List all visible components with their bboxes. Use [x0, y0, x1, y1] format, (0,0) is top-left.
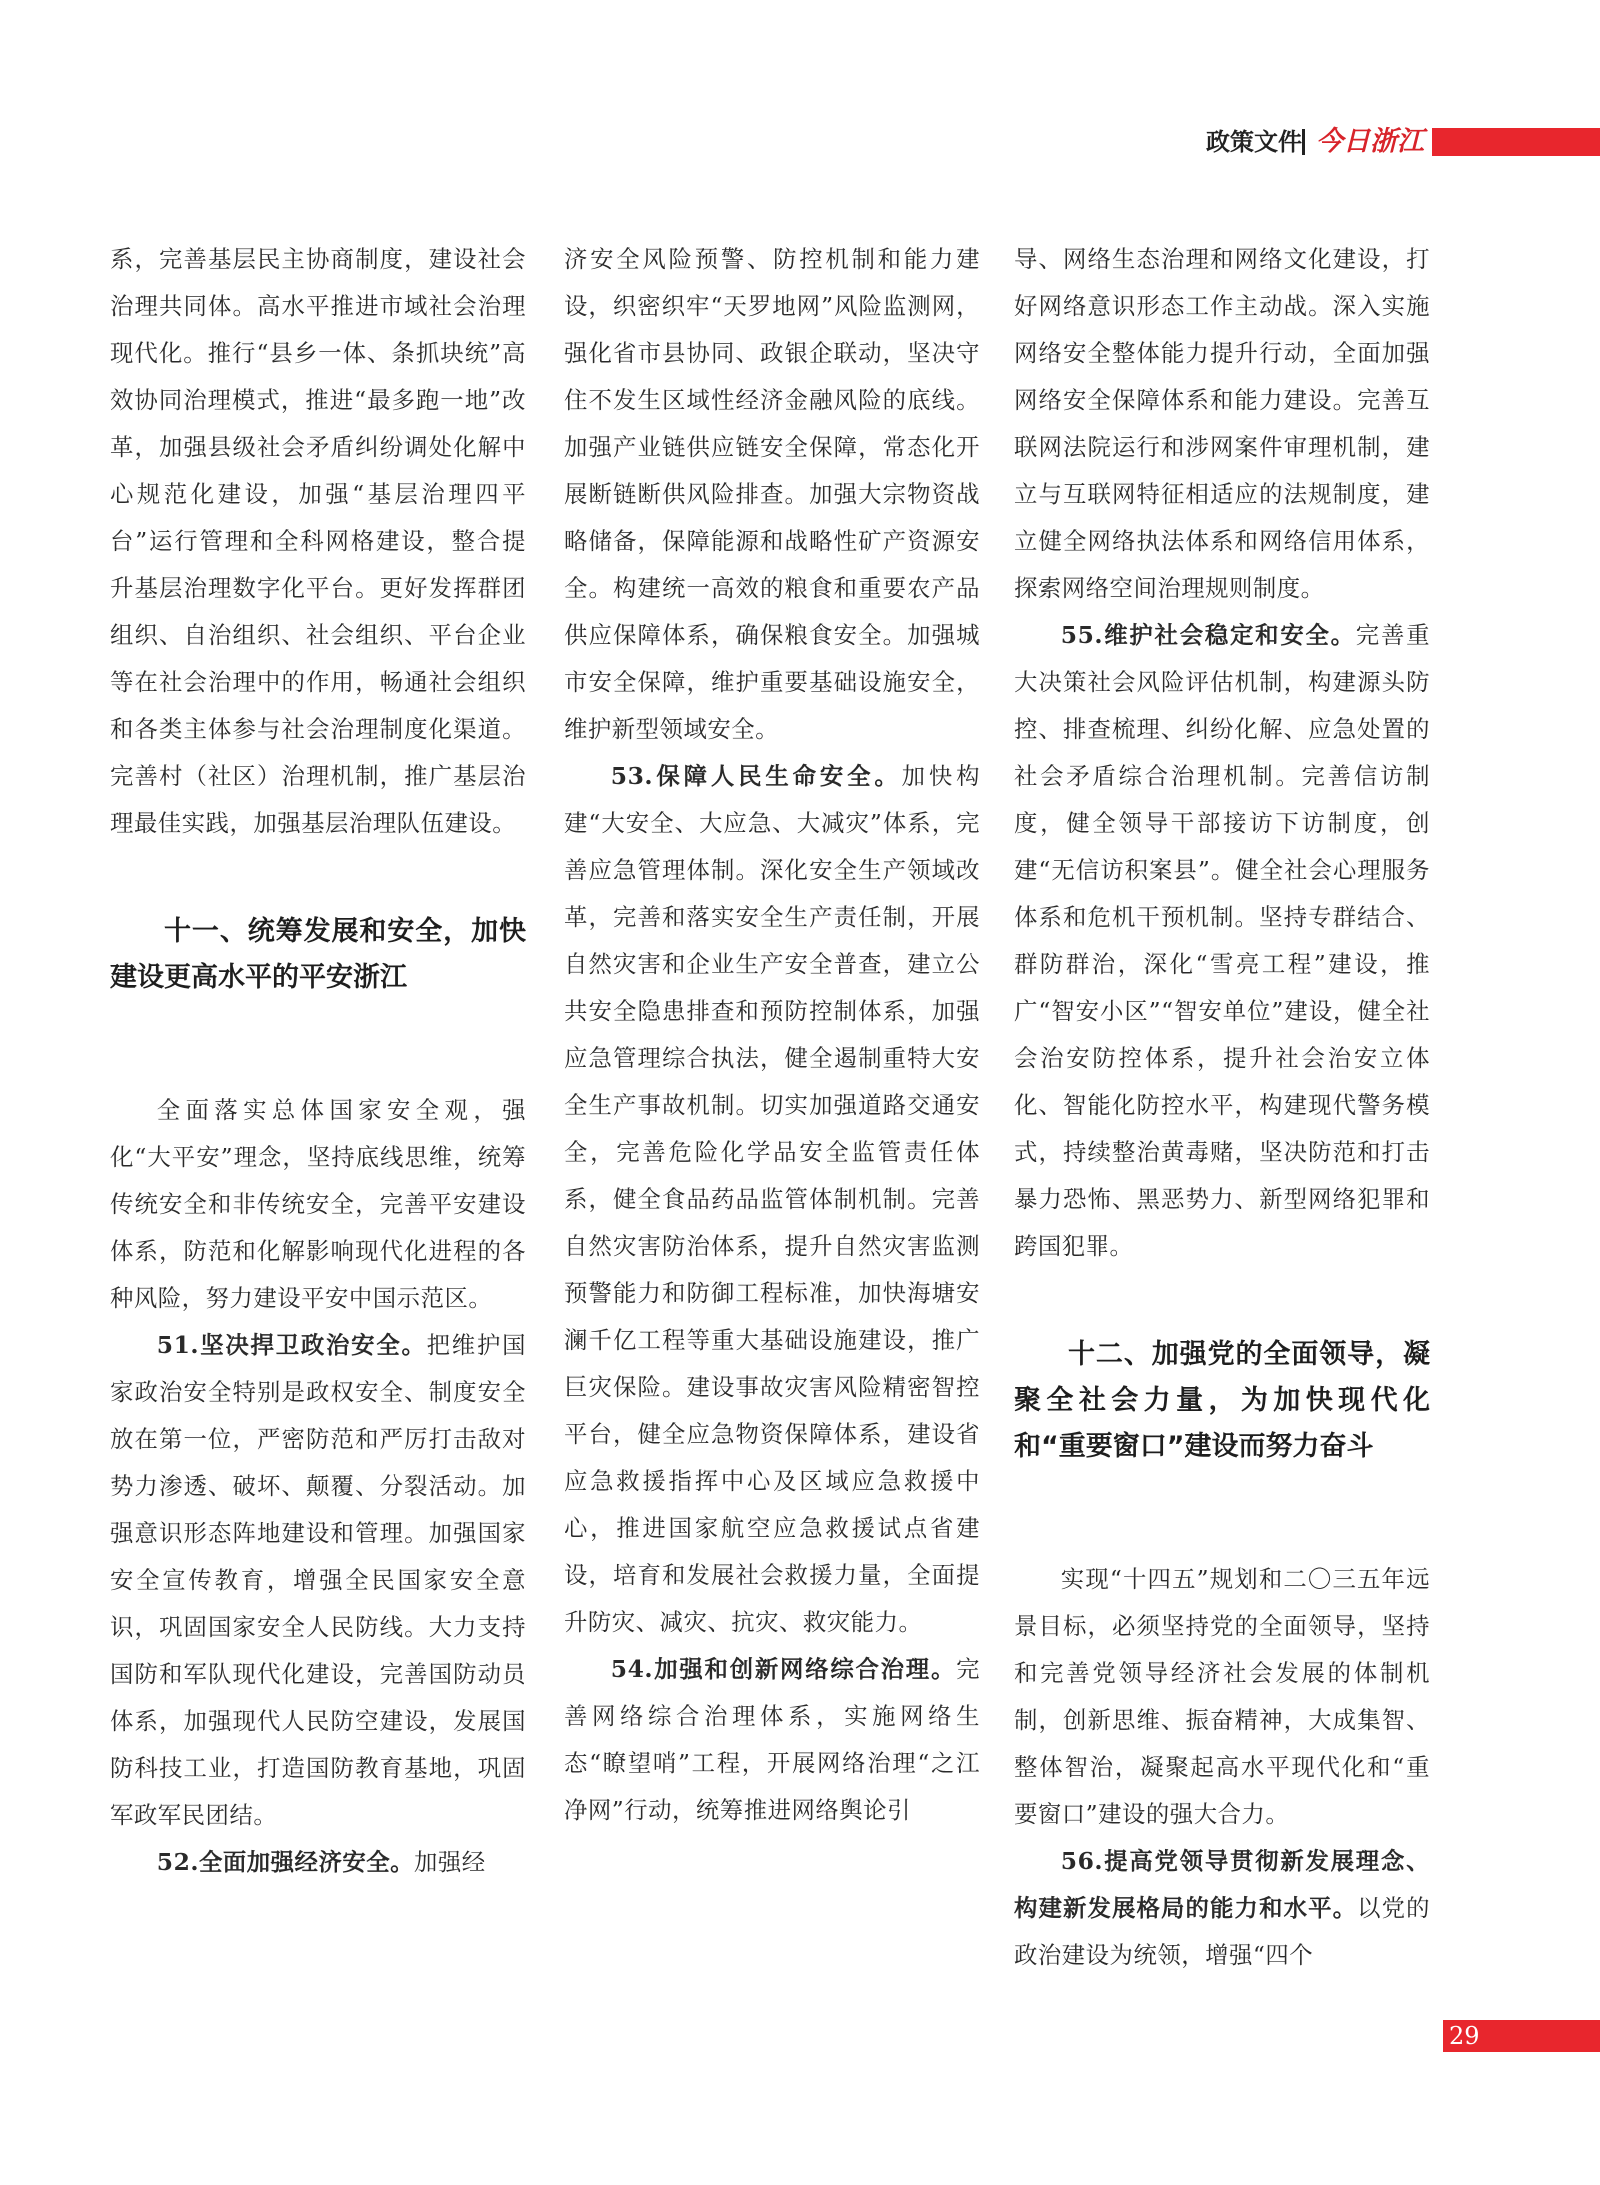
paragraph-item-53 — [564, 753, 980, 1646]
section-heading-12: 十二、加强党的全面领导，凝聚全社会力量，为加快现代化和“重要窗口”建设而努力奋斗 — [1014, 1339, 1430, 1462]
paragraph: 导、网络生态治理和网络文化建设，打好网络意识形态工作主动战。深入实施网络安全整体能力提升行动，全面加强网络安全保障体系和能力建设。完善互联网法院运行和涉网案件审理机制，建立与互联网特征相适应的法规制度，建立健全网络执法体系和网络信用体系，探索网络空间治理规则制度。 — [1014, 245, 1430, 602]
paragraph: 系，完善基层民主协商制度，建设社会治理共同体。高水平推进市域社会治理现代化。推行“县乡一体、条抓块统”高效协同治理模式，推进“最多跑一地”改革，加强县级社会矛盾纠纷调处化解中心规范化建设，加强“基层治理四平台”运行管理和全科网格建设，整合提升基层治理数字化平台。更好发挥群团组织、自治组织、社会组织、平台企业等在社会治理中的作用，畅通社会组织和各类主体参与社会治理制度化渠道。完善村（社区）治理机制，推广基层治理最佳实践，加强基层治理队伍建设。 — [110, 245, 526, 837]
paragraph-item-56 — [1014, 1838, 1430, 1979]
item-body: 以党的政治建设为统领，增强“四个 — [1014, 1894, 1430, 1969]
column-2 — [564, 236, 980, 1981]
paragraph-item-55 — [1014, 612, 1430, 1270]
item-lead: 53.保障人民生命安全。 — [610, 762, 902, 790]
paragraph-item-54 — [564, 1646, 980, 1834]
section-label: 政策文件 — [1206, 128, 1302, 156]
brand-logo: 今日浙江 — [1316, 126, 1424, 157]
paragraph: 实现“十四五”规划和二〇三五年远景目标，必须坚持党的全面领导，坚持和完善党领导经济社会发展的体制机制，创新思维、振奋精神，大成集智、整体智治，凝聚起高水平现代化和“重要窗口”建设的强大合力。 — [1014, 1565, 1430, 1828]
item-body: 完善重大决策社会风险评估机制，构建源头防控、排查梳理、纠纷化解、应急处置的社会矛盾综合治理机制。完善信访制度，健全领导干部接访下访制度，创建“无信访积案县”。健全社会心理服务体系和危机干预机制。坚持专群结合、群防群治，深化“雪亮工程”建设，推广“智安小区”“智安单位”建设，健全社会治安防控体系，提升社会治安立体化、智能化防控水平，构建现代警务模式，持续整治黄毒赌，坚决防范和打击暴力恐怖、黑恶势力、新型网络犯罪和跨国犯罪。 — [1014, 621, 1430, 1260]
item-body: 加强经 — [414, 1848, 486, 1876]
paragraph: 全面落实总体国家安全观，强化“大平安”理念，坚持底线思维，统筹传统安全和非传统安全，完善平安建设体系，防范和化解影响现代化进程的各种风险，努力建设平安中国示范区。 — [110, 1096, 526, 1312]
column-3 — [1014, 236, 1430, 1981]
section-heading-11: 十一、统筹发展和安全，加快建设更高水平的平安浙江 — [110, 916, 526, 993]
page-number: 29 — [1449, 2022, 1480, 2050]
item-lead: 51.坚决捍卫政治安全。 — [156, 1331, 427, 1359]
item-lead: 52.全面加强经济安全。 — [156, 1848, 415, 1876]
column-1 — [110, 236, 526, 1981]
page-header — [1200, 124, 1600, 160]
paragraph-item-52 — [110, 1839, 526, 1886]
item-body: 完善网络综合治理体系，实施网络生态“瞭望哨”工程，开展网络治理“之江净网”行动，统筹推进网络舆论引 — [564, 1655, 980, 1824]
item-lead: 54.加强和创新网络综合治理。 — [610, 1655, 957, 1683]
paragraph-item-51 — [110, 1322, 526, 1839]
paragraph: 济安全风险预警、防控机制和能力建设，织密织牢“天罗地网”风险监测网，强化省市县协同、政银企联动，坚决守住不发生区域性经济金融风险的底线。加强产业链供应链安全保障，常态化开展断链断供风险排查。加强大宗物资战略储备，保障能源和战略性矿产资源安全。构建统一高效的粮食和重要农产品供应保障体系，确保粮食安全。加强城市安全保障，维护重要基础设施安全，维护新型领域安全。 — [564, 245, 980, 743]
item-body: 加快构建“大安全、大应急、大减灾”体系，完善应急管理体制。深化安全生产领域改革，完善和落实安全生产责任制，开展自然灾害和企业生产安全普查，建立公共安全隐患排查和预防控制体系，加强应急管理综合执法，健全遏制重特大安全生产事故机制。切实加强道路交通安全，完善危险化学品安全监管责任体系，健全食品药品监管体制机制。完善自然灾害防治体系，提升自然灾害监测预警能力和防御工程标准，加快海塘安澜千亿工程等重大基础设施建设，推广巨灾保险。建设事故灾害风险精密智控平台，健全应急物资保障体系，建设省应急救援指挥中心及区域应急救援中心，推进国家航空应急救援试点省建设，培育和发展社会救援力量，全面提升防灾、减灾、抗灾、救灾能力。 — [564, 762, 980, 1636]
item-lead: 56.提高党领导贯彻新发展理念、构建新发展格局的能力和水平。 — [1014, 1847, 1430, 1922]
item-body: 把维护国家政治安全特别是政权安全、制度安全放在第一位，严密防范和严厉打击敌对势力渗透、破坏、颠覆、分裂活动。加强意识形态阵地建设和管理。加强国家安全宣传教育，增强全民国家安全意识，巩固国家安全人民防线。大力支持国防和军队现代化建设，完善国防动员体系，加强现代人民防空建设，发展国防科技工业，打造国防教育基地，巩固军政军民团结。 — [110, 1331, 526, 1829]
header-accent-bar — [1432, 128, 1600, 156]
header-divider — [1302, 129, 1305, 155]
item-lead: 55.维护社会稳定和安全。 — [1060, 621, 1356, 649]
